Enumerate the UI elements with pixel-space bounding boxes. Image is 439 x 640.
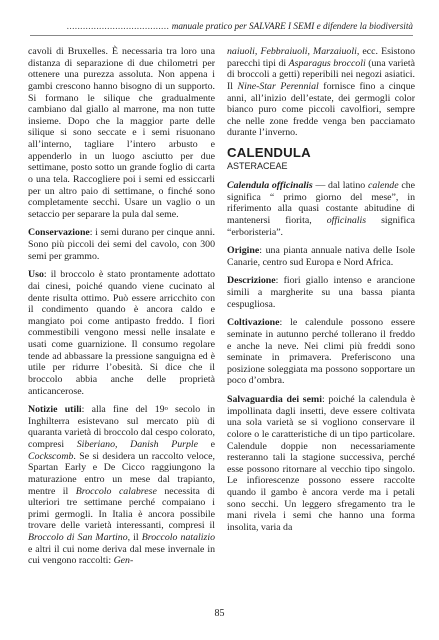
variety-nine-star: Nine-Star Perennial bbox=[237, 80, 319, 92]
family-name: ASTERACEAE bbox=[227, 161, 288, 171]
paragraph-drying: cavoli di Bruxelles. È necessaria tra loro una distanza di separazione di due chilometri per ottenere una purezza assoluta. Non appena i gambi crescono hanno bisogno di un supporto. Si formano le silique che gradualmente cambiano dal giallo al marrone, ma non tutte insieme. Dopo che la maggior parte delle silique si sono seccate e i semi risuonano all’interno, tagliare l’intero arbusto e appenderlo in un luogo asciutto per due settimane, posto sotto un grande foglio di carta o una tela. Raccogliere poi i semi ed essiccarli per un altro paio di settimane, o finché sono completamente secchi. Usare un vaglio o un setaccio per separare la pula dal seme. bbox=[28, 46, 215, 220]
label-coltivazione: Coltivazione bbox=[227, 317, 280, 329]
text-notizie-g: e altri il cui nome deriva dal mese invernale in cui vengono raccolti: bbox=[28, 543, 215, 567]
label-notizie-utili: Notizie utili bbox=[28, 404, 82, 416]
text-etim-a: — dal latino bbox=[312, 180, 368, 191]
paragraph-uso bbox=[28, 269, 215, 397]
paragraph-notizie-utili bbox=[28, 404, 215, 567]
text-uso: : il broccolo è stato prontamente adottato dai cinesi, poiché quando viene cucinato al dente risulta ottimo. Può essere arricchito con il condimento quando è ancora caldo e mangiato poi come antipasto freddo. I fiori commestibili vengono messi nelle insalate e usati come guarnizione. Il consumo regolare tende ad abbassare la pressione sanguigna ed è utile per ridurre l’obesità. Si dice che il broccolo abbia anche delle proprietà anticancerose. bbox=[28, 269, 215, 397]
label-descrizione: Descrizione bbox=[227, 275, 276, 287]
right-column bbox=[227, 46, 415, 534]
header-title: manuale pratico per SALVARE I SEMI e difendere la biodiversità bbox=[171, 21, 413, 31]
label-salvaguardia: Salvaguardia dei semi bbox=[227, 394, 322, 405]
text-notizie-d: . Se si desidera un raccolto veloce, Spartan Early e De Cicco raggiungono la maturazione entro un mese dal trapianto, mentre il bbox=[28, 450, 215, 497]
text-etim-c: significa “erboristeria”. bbox=[227, 214, 415, 238]
text-origine: : una pianta annuale nativa delle Isole Canarie, centro sud Europa e Nord Africa. bbox=[227, 245, 415, 268]
text-notizie-a: : alla fine del 19 bbox=[81, 404, 165, 416]
variety-siberiano: Siberiano, Danish Purple bbox=[76, 439, 198, 450]
text-notizie-b: secolo in Inghilterra esistevano sul mercato più di quaranta varietà di broccolo dal cespo colorato, compresi bbox=[28, 404, 215, 450]
variety-cockscomb: Cockscomb bbox=[28, 450, 74, 462]
text-etim-b: che significa “ primo giorno del mese”, in riferimento alla quasi costante abitudine di mantenersi fiorita, bbox=[227, 180, 415, 226]
variety-gen: Gen- bbox=[113, 555, 134, 567]
word-calende: calende bbox=[367, 180, 399, 191]
header-rule bbox=[30, 35, 413, 36]
variety-calabrese: Broccolo calabrese bbox=[75, 485, 157, 497]
paragraph-salvaguardia bbox=[227, 394, 415, 534]
paragraph-conservazione bbox=[28, 227, 215, 262]
running-header bbox=[30, 21, 413, 33]
paragraph-descrizione bbox=[227, 275, 415, 310]
text-notizie-e: necessita di ulteriori tre settimane perché compaiano i primi germogli. In Italia è ancora possibile trovare delle varietà interessanti, compresi il bbox=[28, 485, 215, 532]
text-salvaguardia: : poiché la calendula è impollinata dagli insetti, deve essere coltivata una sola varietà se si vogliono conservare il colore o le caratteristiche di un tipo particolare. Calendule doppie non necessariamente resteranno tali la stagione successiva, perché esse possono ritornare al vecchio tipo singolo. Le infiorescenze possono essere raccolte quando il gambo è ancora verde ma i petali sono secchi. Un leggero sfregamento tra le mani rivela i semi che hanno una forma insolita, varia da bbox=[227, 394, 415, 533]
superscript: o bbox=[164, 405, 168, 413]
header-dots: ...................................... bbox=[66, 21, 170, 31]
text-descrizione: : fiori giallo intenso e arancione simili a margherite su una bassa pianta cespugliosa. bbox=[227, 275, 415, 310]
label-calendula-officinalis: Calendula officinalis bbox=[227, 180, 313, 191]
variety-natalizio: Broccolo natalizio bbox=[141, 532, 215, 543]
text-notizie-c: e bbox=[197, 439, 215, 450]
text-cont-a: , ecc. Esistono parecchi tipi di bbox=[227, 46, 415, 69]
paragraph-etimologia bbox=[227, 180, 415, 238]
paragraph-origine bbox=[227, 245, 415, 268]
label-uso: Uso bbox=[28, 269, 44, 281]
label-origine: Origine bbox=[227, 245, 260, 257]
text-cont-b: (una varietà di broccoli a getti) reperibili nei negozi asiatici. Il bbox=[227, 57, 415, 92]
variety-asparagus: Asparagus broccoli bbox=[288, 57, 366, 69]
text-cont-c: fornisce fino a cinque anni, all’inizio dell’estate, dei germogli color bianco puro come piccoli cavolfiori, sempre che nelle zone fredde venga ben pacciamato durante l’inverno. bbox=[227, 80, 415, 139]
page-number: 85 bbox=[214, 608, 225, 619]
text-notizie-f: , il bbox=[127, 532, 142, 543]
variety-months: naiuoli, Febbraiuoli, Marzaiuoli bbox=[227, 46, 357, 57]
text-coltivazione: : le calendule possono essere seminate in autunno perché tollerano il freddo e anche la neve. Nei climi più freddi sono seminate in primavera. Preferiscono una posizione soleggiata ma possono sopportare un poco d’ombra. bbox=[227, 317, 415, 387]
variety-san-martino: Broccolo di San Martino bbox=[28, 532, 128, 543]
text-conservazione: : i semi durano per cinque anni. Sono più piccoli dei semi del cavolo, con 300 semi per grammo. bbox=[28, 227, 215, 262]
paragraph-continued bbox=[227, 46, 415, 139]
left-column bbox=[28, 46, 215, 567]
section-heading-calendula: CALENDULA bbox=[227, 145, 311, 160]
paragraph-coltivazione bbox=[227, 317, 415, 387]
word-officinalis: officinalis bbox=[326, 214, 367, 226]
label-conservazione: Conservazione bbox=[28, 227, 90, 239]
